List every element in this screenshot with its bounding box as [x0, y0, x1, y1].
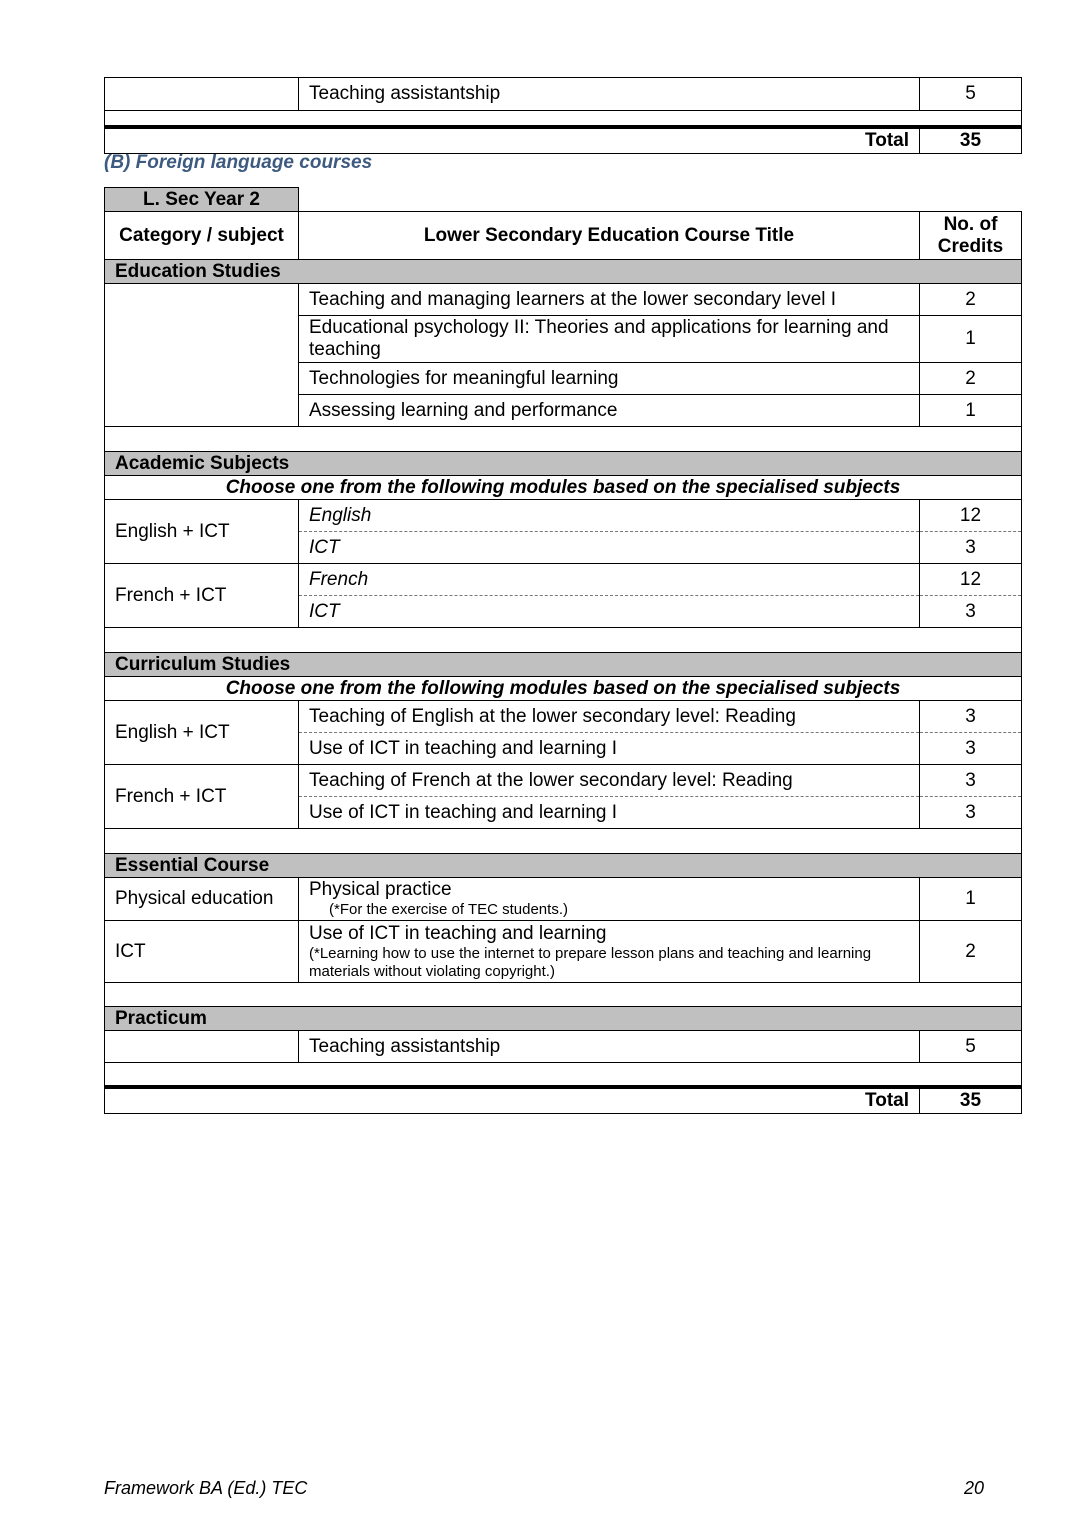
year-row: [105, 188, 1022, 212]
table-row: [105, 284, 1022, 316]
course-title: Use of ICT in teaching and learning: [309, 922, 607, 944]
section-label: Curriculum Studies: [105, 653, 1022, 677]
total-row: [105, 1087, 1022, 1114]
course-title: Use of ICT in teaching and learning I: [299, 797, 920, 829]
table-row: [105, 500, 1022, 532]
section-row-practicum: [105, 1007, 1022, 1031]
course-title: Use of ICT in teaching and learning I: [299, 733, 920, 765]
course-title: Teaching assistantship: [299, 1031, 920, 1063]
spacer-row: [105, 1063, 1022, 1087]
footer-document-title: Framework BA (Ed.) TEC: [104, 1478, 308, 1498]
course-credits: 3: [920, 765, 1022, 797]
course-title: Teaching and managing learners at the lower secondary level I: [299, 284, 920, 316]
spacer-row: [105, 427, 1022, 452]
category-cell: Physical education: [105, 878, 299, 921]
course-title: ICT: [299, 532, 920, 564]
course-title: Teaching of French at the lower secondary level: Reading: [299, 765, 920, 797]
section-label: Academic Subjects: [105, 452, 1022, 476]
header-title: Lower Secondary Education Course Title: [299, 212, 920, 260]
course-credits: 5: [920, 1031, 1022, 1063]
total-value: 35: [920, 127, 1022, 154]
table-row: [105, 701, 1022, 733]
course-note: (*Learning how to use the internet to prepare lesson plans and teaching and learning materials without violating copyright.): [309, 944, 872, 980]
course-note: (*For the exercise of TEC students.): [329, 901, 568, 918]
section-row-curriculum-studies: [105, 653, 1022, 677]
course-credits: 3: [920, 733, 1022, 765]
table-row: [105, 765, 1022, 797]
course-credits: 2: [920, 284, 1022, 316]
header-row: [105, 212, 1022, 260]
course-credits: 1: [920, 878, 1022, 921]
course-credits: 12: [920, 564, 1022, 596]
table-row: [105, 878, 1022, 921]
course-title: Physical practice: [309, 879, 452, 900]
table-row: [105, 1031, 1022, 1063]
empty-cell: [105, 78, 299, 111]
course-title: Technologies for meaningful learning: [299, 363, 920, 395]
course-credits: 1: [920, 316, 1022, 363]
section-row-essential-course: [105, 854, 1022, 878]
course-credits: 2: [920, 921, 1022, 983]
table-row: [105, 78, 1022, 111]
page-number: 20: [963, 1478, 984, 1498]
section-row-education-studies: [105, 260, 1022, 284]
section-label: Essential Course: [105, 854, 1022, 878]
total-label: Total: [105, 127, 920, 154]
course-credits: 3: [920, 532, 1022, 564]
total-label: Total: [105, 1087, 920, 1114]
course-credits: 12: [920, 500, 1022, 532]
spacer-row: [105, 111, 1022, 127]
course-title: Teaching assistantship: [299, 78, 920, 111]
section-label: Practicum: [105, 1007, 1022, 1031]
course-title: French: [299, 564, 920, 596]
instruction-row: [105, 677, 1022, 701]
course-title: ICT: [299, 596, 920, 628]
spacer-row: [105, 628, 1022, 653]
course-credits: 3: [920, 701, 1022, 733]
category-cell: English + ICT: [105, 701, 299, 765]
header-credits: No. of Credits: [920, 212, 1022, 260]
course-title: Educational psychology II: Theories and applications for learning and teaching: [299, 316, 920, 363]
header-category: Category / subject: [105, 212, 299, 260]
spacer-row: [105, 983, 1022, 1007]
category-cell: English + ICT: [105, 500, 299, 564]
instruction-row: [105, 476, 1022, 500]
course-cell: [299, 921, 920, 983]
spacer-row: [105, 829, 1022, 854]
total-value: 35: [920, 1087, 1022, 1114]
instruction-text: Choose one from the following modules based on the specialised subjects: [105, 476, 1022, 500]
section-heading: (B) Foreign language courses: [104, 152, 373, 173]
table-row: [105, 564, 1022, 596]
section-label: Education Studies: [105, 260, 1022, 284]
section-row-academic-subjects: [105, 452, 1022, 476]
course-table: [104, 187, 1022, 1114]
category-cell: French + ICT: [105, 765, 299, 829]
course-cell: [299, 878, 920, 921]
course-credits: 2: [920, 363, 1022, 395]
table-row: [105, 921, 1022, 983]
category-cell: French + ICT: [105, 564, 299, 628]
course-credits: 3: [920, 797, 1022, 829]
total-row: [105, 127, 1022, 154]
course-title: English: [299, 500, 920, 532]
course-credits: 3: [920, 596, 1022, 628]
course-credits: 1: [920, 395, 1022, 427]
course-title: Assessing learning and performance: [299, 395, 920, 427]
year-label: L. Sec Year 2: [105, 188, 299, 212]
course-credits: 5: [920, 78, 1022, 111]
category-cell: ICT: [105, 921, 299, 983]
course-title: Teaching of English at the lower secondary level: Reading: [299, 701, 920, 733]
previous-table: [104, 77, 1022, 154]
instruction-text: Choose one from the following modules based on the specialised subjects: [105, 677, 1022, 701]
